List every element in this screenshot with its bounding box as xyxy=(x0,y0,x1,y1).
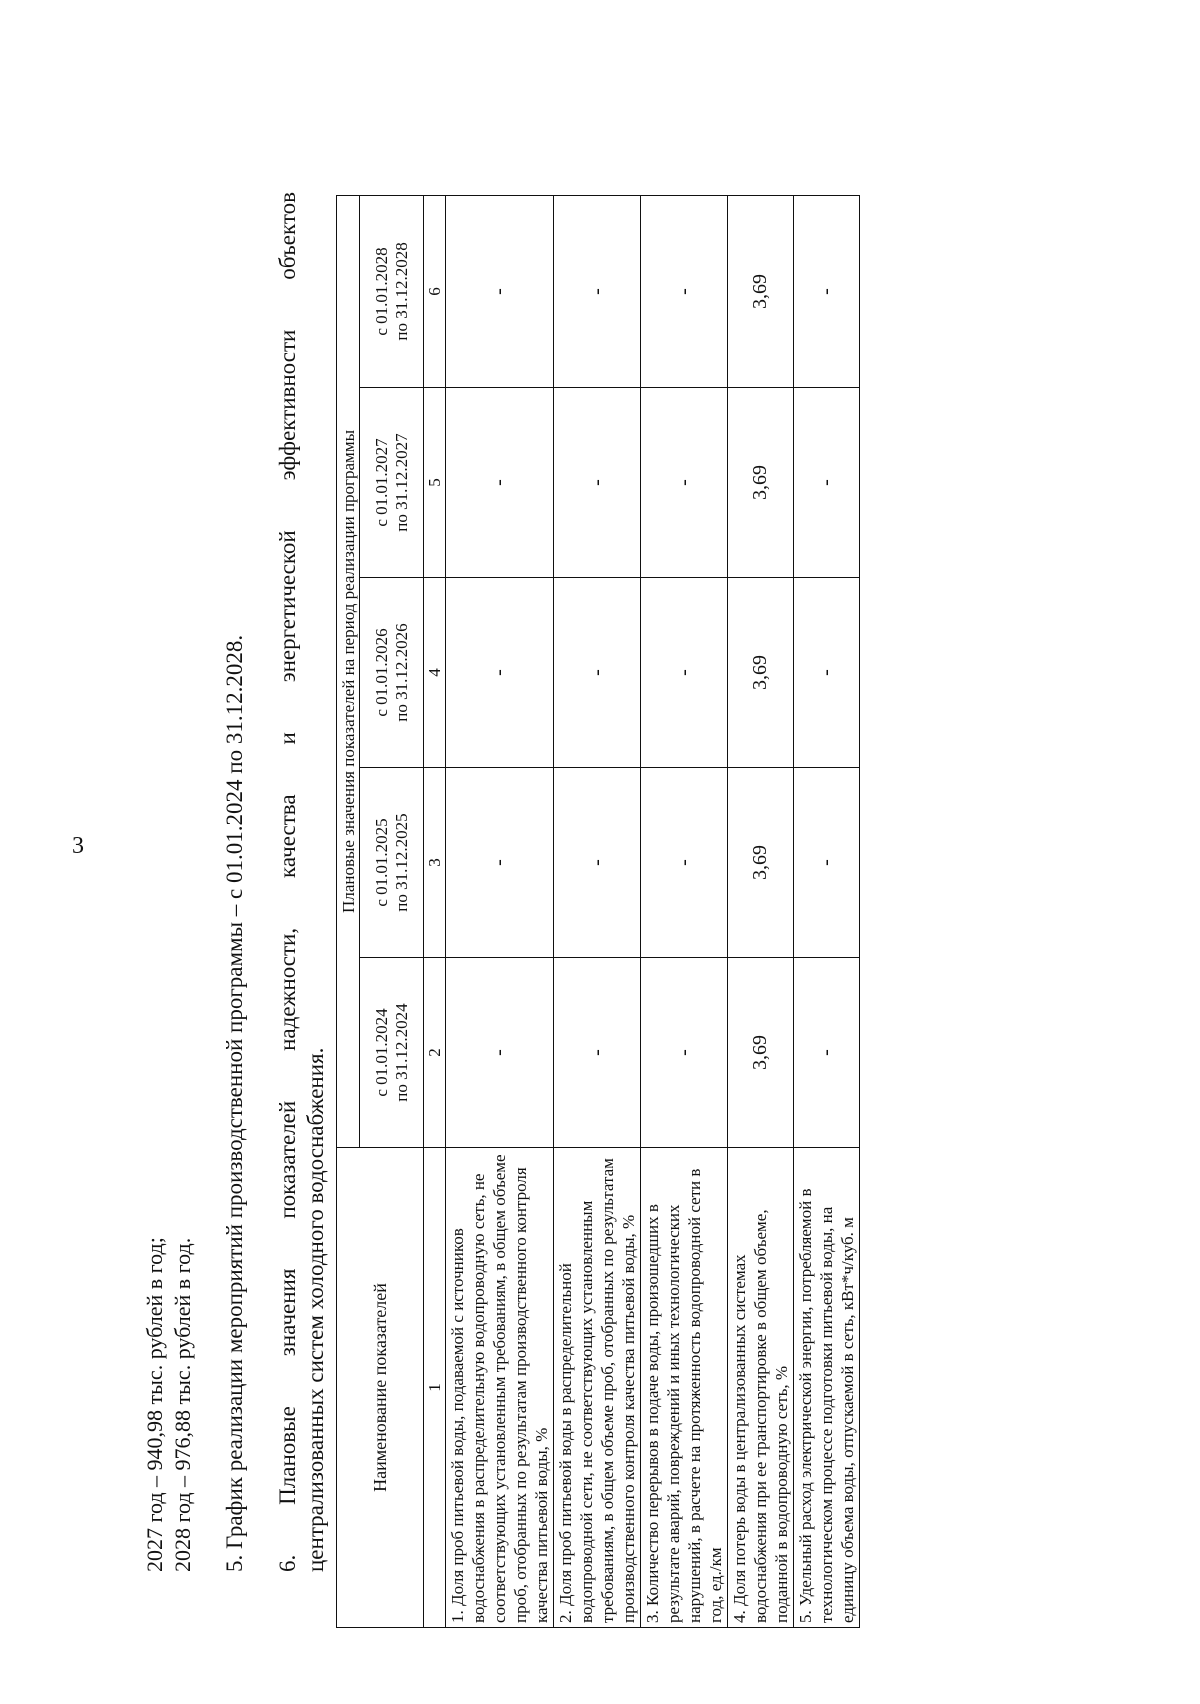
table-row xyxy=(794,195,860,1627)
indicator-value: 3,69 xyxy=(728,768,794,958)
indicator-value: - xyxy=(641,388,728,578)
section-6-heading xyxy=(274,192,330,1572)
table-row xyxy=(446,195,554,1627)
indicator-value: - xyxy=(641,195,728,387)
table-row xyxy=(554,195,641,1627)
section-6-word: значения xyxy=(275,1268,300,1357)
indicator-value: - xyxy=(641,578,728,768)
section-6-word: 6. xyxy=(275,1554,300,1572)
period-header: с 01.01.2026 по 31.12.2026 xyxy=(360,578,424,768)
indicators-table xyxy=(336,195,860,1628)
indicator-value: - xyxy=(794,578,860,768)
period-header: с 01.01.2024 по 31.12.2024 xyxy=(360,958,424,1148)
indicator-value: - xyxy=(554,768,641,958)
indicator-value: - xyxy=(641,768,728,958)
indicator-value: 3,69 xyxy=(728,195,794,387)
column-number-row xyxy=(424,195,446,1627)
indicator-value: - xyxy=(554,578,641,768)
column-number: 3 xyxy=(424,768,446,958)
column-number: 2 xyxy=(424,958,446,1148)
indicator-value: - xyxy=(446,578,554,768)
indicator-value: - xyxy=(446,195,554,387)
period-header: с 01.01.2027 по 31.12.2027 xyxy=(360,388,424,578)
table-header-row-group xyxy=(337,195,360,1627)
name-column-header: Наименование показателей xyxy=(337,1148,424,1628)
indicator-name: 2. Доля проб питьевой воды в распределительной водопроводной сети, не соответствующих установленным требованиям, в общем объеме проб, отобранных по результатам производственного контроля качества питьевой воды, % xyxy=(554,1148,641,1628)
year-2027-line: 2027 год – 940,98 тыс. рублей в год; xyxy=(142,1237,167,1572)
section-6-word: надежности, xyxy=(275,927,300,1051)
page-number: 3 xyxy=(72,833,84,859)
table-row xyxy=(641,195,728,1627)
indicator-value: - xyxy=(446,388,554,578)
year-2028-line: 2028 год – 976,88 тыс. рублей в год. xyxy=(170,1237,195,1572)
indicator-value: - xyxy=(554,388,641,578)
indicator-value: - xyxy=(446,958,554,1148)
indicator-value: - xyxy=(446,768,554,958)
indicator-value: 3,69 xyxy=(728,388,794,578)
table-row xyxy=(728,195,794,1627)
group-header: Плановые значения показателей на период реализации программы xyxy=(337,195,360,1147)
indicator-name: 4. Доля потерь воды в централизованных системах водоснабжения при ее транспортировке в общем объеме, поданной в водопроводную сеть, % xyxy=(728,1148,794,1628)
indicator-name: 1. Доля проб питьевой воды, подаваемой с источников водоснабжения в распределительную водопроводную сеть, не соответствующих установленным требованиям, в общем объеме проб, отобранных по результатам производственного контроля качества питьевой воды, % xyxy=(446,1148,554,1628)
column-number: 1 xyxy=(424,1148,446,1628)
section-6-word: энергетической xyxy=(275,530,300,683)
indicator-name: 3. Количество перерывов в подаче воды, произошедших в результате аварий, повреждений и иных технологических нарушений, в расчете на протяженность водопроводной сети в год, ед./км xyxy=(641,1148,728,1628)
section-6-line-2: централизованных систем холодного водоснабжения. xyxy=(303,1047,328,1572)
indicator-value: 3,69 xyxy=(728,958,794,1148)
section-6-word: эффективности xyxy=(275,329,300,481)
section-6-word: объектов xyxy=(275,192,300,280)
indicator-value: - xyxy=(794,768,860,958)
period-header: с 01.01.2025 по 31.12.2025 xyxy=(360,768,424,958)
rotated-page-content xyxy=(0,120,1050,1680)
section-6-word: показателей xyxy=(275,1100,300,1219)
indicator-name: 5. Удельный расход электрической энергии, потребляемой в технологическом процессе подготовки питьевой воды, на единицу объема воды, отпускаемой в сеть, кВт*ч/куб. м xyxy=(794,1148,860,1628)
column-number: 6 xyxy=(424,195,446,387)
section-5-heading: 5. График реализации мероприятий производственной программы – с 01.01.2024 по 31.12.2028. xyxy=(222,634,247,1572)
indicator-value: - xyxy=(641,958,728,1148)
section-6-word: Плановые xyxy=(275,1406,300,1505)
column-number: 5 xyxy=(424,388,446,578)
indicator-value: - xyxy=(554,195,641,387)
section-6-word: качества xyxy=(275,794,300,878)
indicator-value: - xyxy=(794,388,860,578)
period-header: с 01.01.2028 по 31.12.2028 xyxy=(360,195,424,387)
section-6-word: и xyxy=(275,732,300,745)
indicator-value: 3,69 xyxy=(728,578,794,768)
column-number: 4 xyxy=(424,578,446,768)
section-6-line-1 xyxy=(274,192,302,1572)
indicator-value: - xyxy=(794,958,860,1148)
indicator-value: - xyxy=(794,195,860,387)
indicator-value: - xyxy=(554,958,641,1148)
